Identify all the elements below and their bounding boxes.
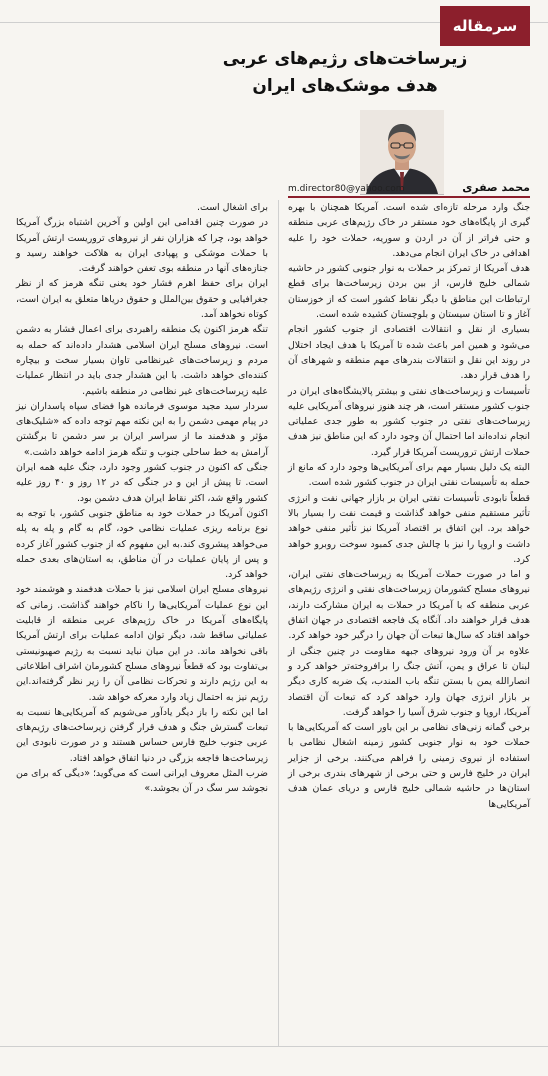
paragraph: جنگ وارد مرحله تازه‌ای شده است. آمریکا همچنان با بهره گیری از پایگاه‌های خود مستقر در خاک رژیم‌های عربی منطقه و حتی فراتر از آن در اردن و سوریه، حملات خود را علیه اهدافی در خاک ایران انجام می‌دهد.: [288, 202, 530, 259]
paragraph: اکنون آمریکا در حملات خود به مناطق جنوبی کشور، با توجه به نوع برنامه ریزی عملیات نظامی خود، گام به گام و پله به پله می‌خواهد پیشروی کند.به این مفهوم که از جنوب کشور آغاز کرده و پس از پایان عملیات در آن مناطق، به استان‌های بعدی حمله خواهد کرد.: [16, 507, 268, 581]
headline-line-1: زیرساخت‌های رژیم‌های عربی: [222, 49, 468, 69]
author-name: محمد صفری: [462, 181, 530, 194]
paragraph: سردار سید مجید موسوی فرمانده هوا فضای سپاه پاسداران نیز در پیام مهمی دشمن را به این نکته مهم توجه داده که «شلیک‌های مؤثر و هدفمند ما از سراسر ایران بر سر دشمن تا برگشتن آرامش به خط ساحلی جنوب و تنگه هرمز ادامه خواهد داشت.»: [16, 400, 268, 458]
author-email: m.director80@yahoo.com: [288, 184, 405, 194]
article-column-left: [16, 200, 268, 1036]
column-divider: [278, 200, 279, 1046]
paragraph: جنگی که اکنون در جنوب کشور وجود دارد، جنگ علیه همه ایران است. تا پیش از این و در جنگی که در ۱۲ روز و ۴۰ روز علیه کشور واقع شد، اکثر نقاط ایران هدف دشمن بود.: [16, 462, 268, 504]
headline-line-2: هدف موشک‌های ایران: [252, 76, 438, 96]
section-label: سرمقاله: [440, 6, 530, 46]
paragraph: بسیاری از نقل و انتقالات اقتصادی از جنوب کشور انجام می‌شود و همین امر باعث شده تا آمریکا با هدف ایجاد اختلال در روند این نقل و انتقالات بندرهای مهم منطقه و شهرهای آن را هدف قرار دهد.: [288, 324, 530, 382]
paragraph: البته یک دلیل بسیار مهم برای آمریکایی‌ها وجود دارد که مانع از حمله به تأسیسات نفتی ایران در جنوب کشور شده است.: [288, 462, 530, 489]
paragraph: نیروهای مسلح ایران اسلامی نیز با حملات هدفمند و هوشمند خود این نوع عملیات آمریکایی‌ها را ناکام خواهند گذاشت. زمانی که پایگاه‌های آمریکا در خاک رژیم‌های عربی منطقه از قابلیت عملیاتی ساقط شد، دیگر توان ادامه عملیات برای ارتش آمریکا باقی نخواهد ماند. در این میان نباید نسبت به رژیم صهیونیستی بی‌تفاوت بود که قطعاً نیروهای مسلح کشورمان اشراف اطلاعاتی به این رژیم دارند و تحرکات نظامی آن را زیر نظر گرفته‌اند.این رژیم نیز به احتمال زیاد وارد معرکه خواهد شد.: [16, 584, 268, 703]
paragraph: علاوه بر آن ورود نیروهای جبهه مقاومت در چنین جنگی از لبنان تا عراق و یمن، آتش جنگ را برافروخته‌تر خواهد کرد و انصارالله یمن با بستن تنگه باب المندب، یک ضربه کاری دیگر بر بازار انرژی جهان وارد خواهد کرد که تبعات آن اقتصاد آمریکا، اروپا و جنوب شرق آسیا را خواهد گرفت.: [288, 645, 530, 718]
paragraph: اما این نکته را باز دیگر یادآور می‌شویم که آمریکایی‌ها نسبت به تبعات گسترش جنگ و هدف قرار گرفتن زیرساخت‌های رژیم‌های عربی جنوب خلیج فارس حساس هستند و در صورت نابودی این زیرساخت‌ها فاجعه بزرگی در دنیا اتفاق خواهد افتاد.: [16, 706, 268, 764]
article-column-right: [288, 200, 530, 1036]
paragraph: برای اشغال است.: [197, 202, 268, 213]
paragraph: ضرب المثل معروف ایرانی است که می‌گوید؛ «دیگی که برای من نجوشد سر سگ در آن بجوشد.»: [16, 767, 268, 795]
paragraph: تنگه هرمز اکنون یک منطقه راهبردی برای اعمال فشار به دشمن است. نیروهای مسلح ایران اسلامی هشدار داده‌اند که حمله به مردم و زیرساخت‌های غیرنظامی تاوان بسیار سخت و بیچاره کننده‌ای خواهد داشت. با این هشدار جدی باید در انتظار عملیات علیه زیرساخت‌های غیر نظامی در منطقه باشیم.: [16, 324, 268, 397]
paragraph: ایران برای حفظ اهرم فشار خود یعنی تنگه هرمز که از نظر جغرافیایی و حقوق بین‌الملل و حقوق دریاها متعلق به ایران است، کوتاه نخواهد آمد.: [16, 278, 268, 321]
author-byline: [288, 172, 530, 198]
bottom-rule: [0, 1046, 548, 1047]
paragraph: در صورت چنین اقدامی این اولین و آخرین اشتباه بزرگ آمریکا خواهد بود، چرا که هزاران نفر از نیروهای تروریست ارتش آمریکا با حملات موشکی و پهپادی ایران به هلاکت خواهند رسید و جنازه‌های آنها در منطقه بوی تعفن خواهند گرفت.: [16, 217, 268, 275]
paragraph: قطعاً نابودی تأسیسات نفتی ایران بر بازار جهانی نفت و انرژی تأثیر مستقیم منفی خواهد گذاشت و قیمت نفت را بسیار بالا خواهد برد. این اتفاق بر اقتصاد آمریکا نیز تأثیر منفی خواهد داشت و اروپا را نیز با چالش جدی کمبود سوخت روبرو خواهد کرد.: [288, 492, 530, 565]
paragraph: برخی گمانه زنی‌های نظامی بر این باور است که آمریکایی‌ها با حملات خود به نوار جنوبی کشور زمینه اشغال نظامی با استفاده از نیروی زمینی را فراهم می‌کنند. برخی از جزایر ایران در خلیج فارس و حتی برخی از شهرهای بندری برخی از استان‌ها در حاشیه شمالی خلیج فارس و دریای عمان هدف آمریکایی‌ها: [288, 722, 530, 810]
paragraph: تأسیسات و زیرساخت‌های نفتی و بیشتر پالایشگاه‌های ایران در جنوب کشور مستقر است، هر چند هنوز نیروهای آمریکایی علیه زیرساخت‌های نفتی در جنوب کشور به طور جدی عملیاتی انجام نداده‌اند اما احتمال آن وجود دارد که این مناطق نیز هدف حملات ارتش تروریست آمریکا قرار گیرد.: [288, 385, 530, 458]
paragraph: هدف آمریکا از تمرکز بر حملات به نوار جنوبی کشور در حاشیه شمالی خلیج فارس، از بین بردن زیرساخت‌ها برای قطع ارتباطات این مناطق با دیگر نقاط کشور است که از خوزستان آغاز و تا استان سیستان و بلوچستان کشیده شده است.: [288, 263, 530, 321]
paragraph: و اما در صورت حملات آمریکا به زیرساخت‌های نفتی ایران، نیروهای مسلح کشورمان زیرساخت‌های نفتی و انرژی رژیم‌های عربی منطقه که با آمریکا در حملات به ایران مشارکت دارند، هدف قرار خواهند داد. آنگاه یک فاجعه اقتصادی در جهان اتفاق خواهد افتاد که سال‌ها تبعات آن جهان را درگیر خود خواهد کرد.: [288, 569, 530, 642]
headline: [160, 46, 530, 100]
